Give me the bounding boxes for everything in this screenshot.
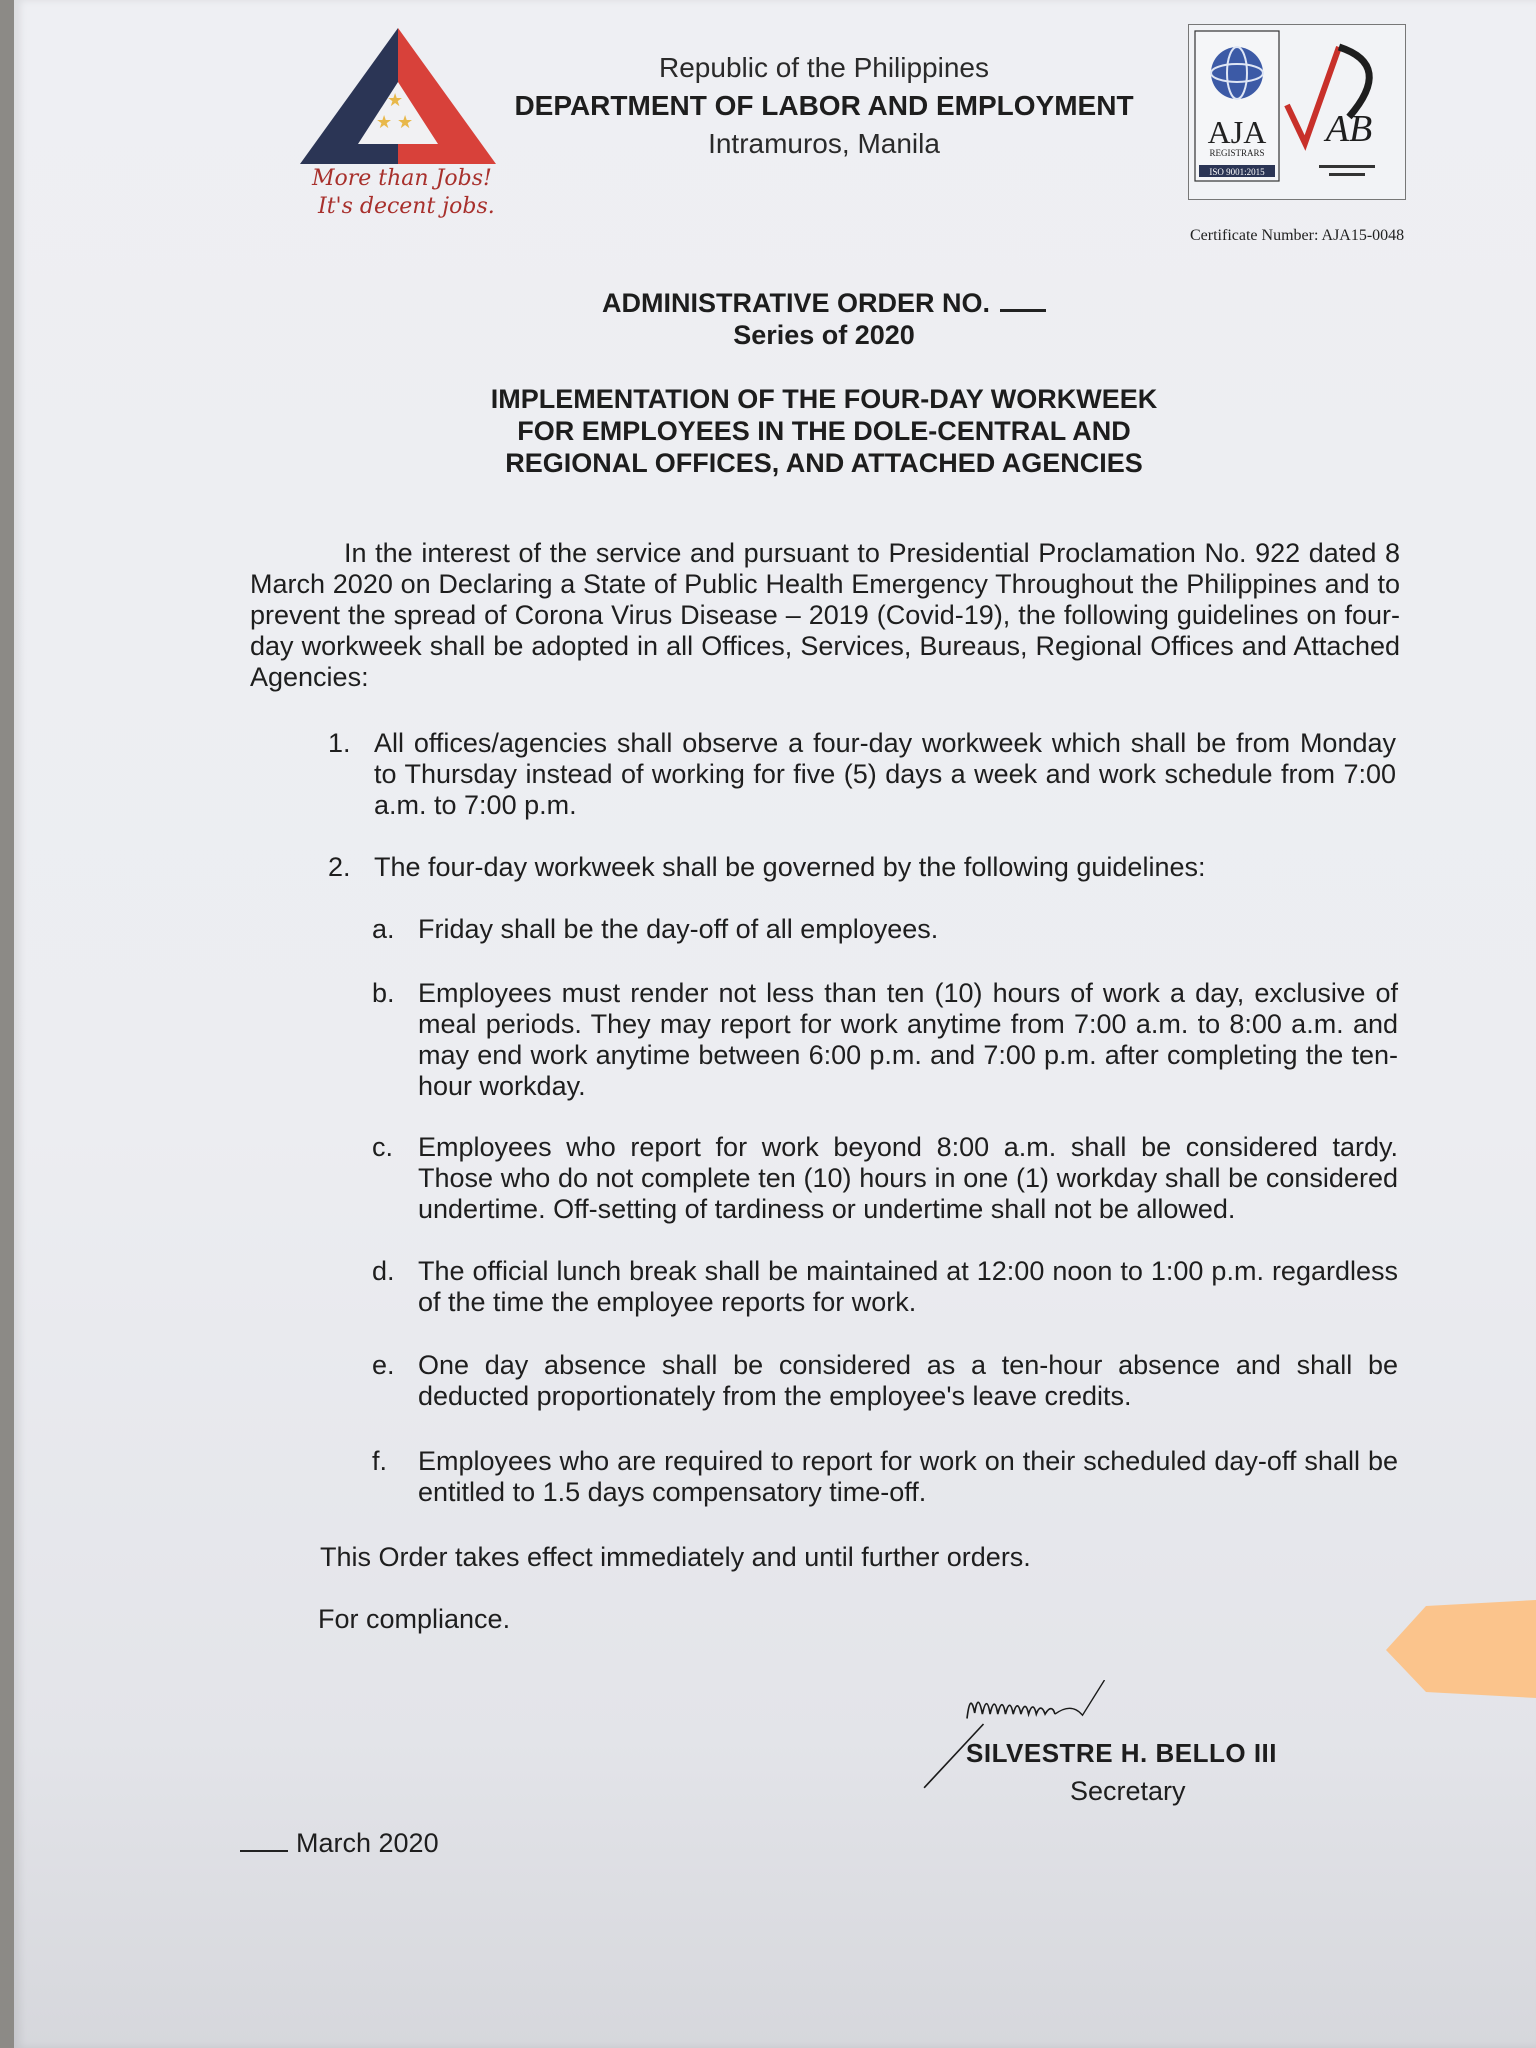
logo-tagline-1: More than Jobs! [312,166,492,191]
subitem-f-text: Employees who are required to report for work on their scheduled day-off shall be entitled to 1.5 days compensatory time-off. [418,1446,1398,1507]
item-2-number: 2. [328,852,351,882]
subitem-e-letter: e. [372,1350,395,1380]
order-label: ADMINISTRATIVE ORDER NO. [601,288,990,318]
document-page [14,0,1536,2048]
date-line [240,1828,439,1859]
subitem-a-text: Friday shall be the day-off of all employees. [418,914,939,944]
subject-line-3: REGIONAL OFFICES, AND ATTACHED AGENCIES [505,448,1143,478]
handwritten-signature [874,1680,1214,1790]
svg-text:★: ★ [397,112,414,133]
intro-paragraph: In the interest of the service and pursuant to Presidential Proclamation No. 922 dated 8 March 2020 on Declaring a State of Public Health Emergency Throughout the Philippines and to prevent the spread of Corona Virus Disease – 2019 (Covid-19), the following guidelines on four-day workweek shall be adopted in all Offices, Services, Bureaus, Regional Offices and Attached Agencies: [250,538,1400,692]
item-1-text: All offices/agencies shall observe a four-day workweek which shall be from Monday to Thursday instead of working for five (5) days a week and work schedule from 7:00 a.m. to 7:00 p.m. [374,728,1396,820]
svg-text:★: ★ [387,90,404,111]
subject-line-1: IMPLEMENTATION OF THE FOUR-DAY WORKWEEK [490,384,1158,414]
subitem-f-letter: f. [372,1446,388,1476]
svg-text:ISO 9001:2015: ISO 9001:2015 [1209,167,1265,177]
certificate-number: Certificate Number: AJA15-0048 [1190,227,1405,244]
dole-logo [296,24,506,166]
subject-line-2: FOR EMPLOYEES IN THE DOLE-CENTRAL AND [517,416,1131,446]
order-number-line [574,288,1074,319]
subitem-e-text: One day absence shall be considered as a ten-hour absence and shall be deducted proportionately from the employee's leave credits. [418,1350,1398,1411]
signatory-position: Secretary [1070,1776,1186,1806]
signatory-name: SILVESTRE H. BELLO III [966,1738,1277,1768]
order-date: March 2020 [296,1828,439,1858]
header-republic: Republic of the Philippines [659,52,989,83]
order-series: Series of 2020 [733,320,915,350]
subitem-b-text: Employees must render not less than ten (10) hours of work a day, exclusive of meal periods. They may report for work anytime from 7:00 a.m. to 8:00 a.m. and may end work anytime between 6:00 p.m. and 7:00 p.m. after completing the ten-hour workday. [418,978,1398,1101]
svg-text:AJA: AJA [1207,114,1267,150]
sticky-note-tab [1386,1600,1536,1700]
order-number-blank [1000,309,1046,312]
subitem-c-text: Employees who report for work beyond 8:00 a.m. shall be considered tardy. Those who do not complete ten (10) hours in one (1) workday shall be considered undertime. Off-setting of tardiness or undertime shall not be allowed. [418,1132,1398,1224]
svg-text:REGISTRARS: REGISTRARS [1209,148,1265,158]
subitem-d-text: The official lunch break shall be maintained at 12:00 noon to 1:00 p.m. regardless of the time the employee reports for work. [418,1256,1398,1317]
subitem-d-letter: d. [372,1256,395,1286]
certification-logo-box [1188,24,1406,200]
header-department: DEPARTMENT OF LABOR AND EMPLOYMENT [514,90,1134,121]
subitem-a-letter: a. [372,914,395,944]
svg-text:★: ★ [376,112,393,133]
item-2-text: The four-day workweek shall be governed by the following guidelines: [374,852,1206,882]
compliance-clause: For compliance. [318,1604,511,1634]
header-address: Intramuros, Manila [708,128,940,159]
subitem-c-letter: c. [372,1132,394,1162]
iso-certification-logo [1189,25,1405,199]
subitem-b-letter: b. [372,978,395,1008]
effectivity-clause: This Order takes effect immediately and until further orders. [320,1542,1031,1572]
svg-text:AB: AB [1325,108,1373,150]
item-1-number: 1. [328,728,351,758]
date-day-blank [240,1850,288,1852]
logo-tagline-2: It's decent jobs. [318,194,495,219]
